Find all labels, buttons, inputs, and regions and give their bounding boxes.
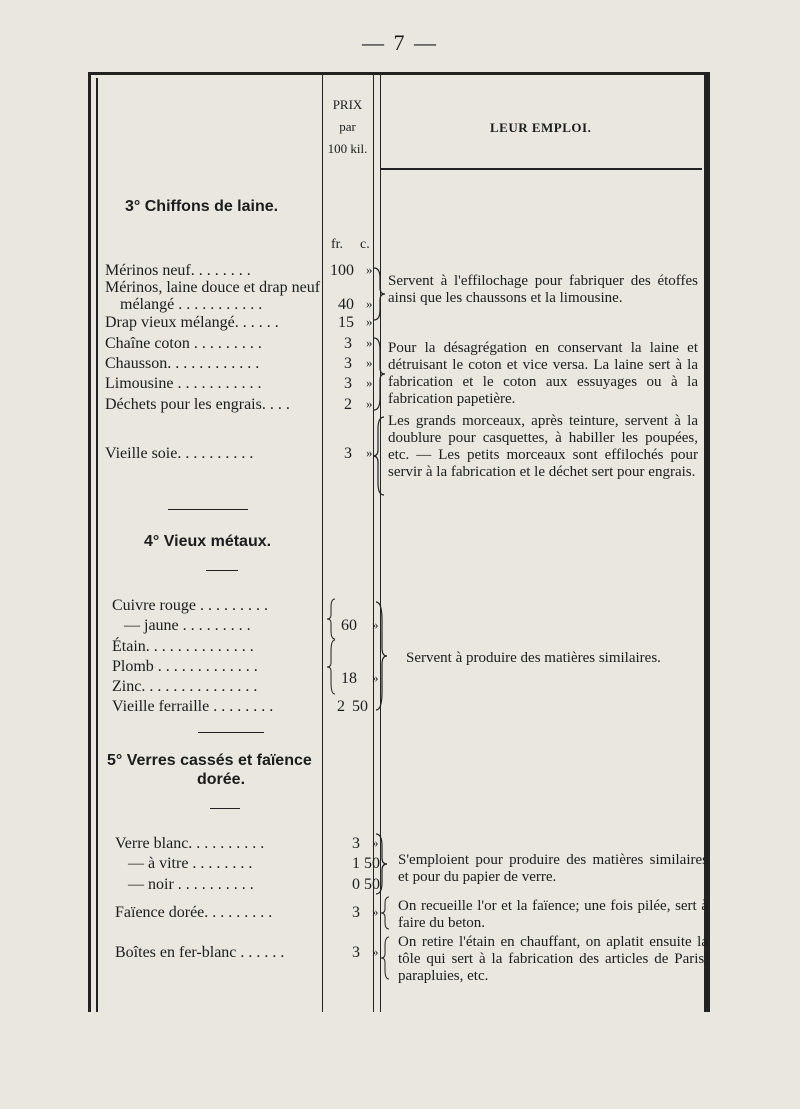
item-row: Mérinos neuf. . . . . . . .	[105, 262, 251, 279]
item-price: 18	[341, 670, 357, 687]
unit-fr: fr.	[331, 237, 344, 252]
price-column-left-divider	[322, 75, 323, 1012]
item-cents: »	[366, 355, 373, 370]
item-cents: »	[366, 375, 373, 390]
header-emploi: LEUR EMPLOI.	[490, 120, 592, 135]
item-row: Chaîne coton . . . . . . . . .	[105, 335, 262, 352]
item-row-cont: mélangé . . . . . . . . . . .	[120, 296, 263, 313]
brace-icon	[372, 415, 386, 497]
brace-icon	[374, 832, 388, 896]
section-title-metaux: 4° Vieux métaux.	[144, 533, 272, 550]
item-row: — à vitre . . . . . . . .	[128, 855, 253, 872]
header-prix-line: PRIX	[332, 97, 363, 112]
description: On recueille l'or et la faïence; une fois pilée, sert à faire du beton.	[398, 898, 708, 931]
item-row: Faïence dorée. . . . . . . . .	[115, 904, 273, 921]
item-row: Zinc. . . . . . . . . . . . . . .	[112, 678, 258, 695]
item-cents: »	[366, 262, 373, 277]
brace-icon	[326, 598, 336, 640]
item-row: Vieille soie. . . . . . . . . .	[105, 445, 254, 462]
item-row: — jaune . . . . . . . . .	[124, 617, 251, 634]
brace-icon	[372, 336, 386, 412]
table-inner-left-border	[96, 78, 98, 1012]
item-cents: »	[372, 944, 379, 959]
item-cents: »	[372, 904, 379, 919]
brace-icon	[374, 600, 388, 712]
item-price: 3	[344, 445, 352, 462]
item-cents: 50	[364, 876, 380, 893]
item-row: Mérinos, laine douce et drap neuf	[105, 279, 321, 296]
section-rule	[210, 808, 240, 809]
item-cents: »	[372, 670, 379, 685]
item-row: Drap vieux mélangé. . . . . .	[105, 314, 279, 331]
item-price: 0	[352, 876, 360, 893]
item-cents: 50	[364, 855, 380, 872]
section-title-verres-line2: dorée.	[197, 771, 246, 788]
brace-icon	[372, 266, 386, 322]
item-price: 40	[338, 296, 354, 313]
item-row: Boîtes en fer-blanc . . . . . .	[115, 944, 285, 961]
page-number: — 7 —	[362, 30, 438, 55]
item-cents: »	[366, 314, 373, 329]
description: On retire l'étain en chauffant, on aplatit ensuite la tôle qui sert à la fabrication des articles de Paris, parapluies, etc.	[398, 934, 708, 984]
item-cents: »	[372, 617, 379, 632]
description: Les grands morceaux, après teinture, servent à la doublure pour casquettes, à habiller les poupées, etc. — Les petits morceaux sont effilochés pour servir à la fabrication et le déchet sert pour engrais.	[388, 413, 698, 480]
unit-c: c.	[360, 237, 370, 252]
item-price: 3	[344, 355, 352, 372]
item-cents: »	[366, 296, 373, 311]
header-prix	[322, 94, 373, 160]
section-rule	[168, 509, 248, 510]
header-prix-line: 100 kil.	[327, 141, 368, 156]
item-row: Vieille ferraille . . . . . . . .	[112, 698, 274, 715]
item-cents: »	[366, 396, 373, 411]
item-row: Verre blanc. . . . . . . . . .	[115, 835, 265, 852]
item-price: 60	[341, 617, 357, 634]
header-prix-line: par	[339, 119, 356, 134]
item-price: 15	[338, 314, 354, 331]
item-cents: »	[366, 335, 373, 350]
item-price: 3	[344, 375, 352, 392]
item-price: 2	[337, 698, 345, 715]
section-rule	[206, 570, 238, 571]
description: Servent à l'effilochage pour fabriquer des étoffes ainsi que les chaussons et la limousine.	[388, 273, 698, 306]
description: Pour la désagrégation en conservant la laine et détruisant le coton et vice versa. La laine sert à la fabrication et le coton aux essuyages ou à la fabrication papetière.	[388, 340, 698, 407]
item-row: Étain. . . . . . . . . . . . . .	[112, 638, 254, 655]
item-price: 3	[344, 335, 352, 352]
brace-icon	[326, 639, 336, 695]
item-row: Déchets pour les engrais. . . .	[105, 396, 290, 413]
item-price: 2	[344, 396, 352, 413]
item-price: 100	[330, 262, 354, 279]
item-row: Chausson. . . . . . . . . . . .	[105, 355, 260, 372]
section-title-verres: 5° Verres cassés et faïence	[107, 752, 312, 769]
item-row: Limousine . . . . . . . . . . .	[105, 375, 262, 392]
description: S'emploient pour produire des matières similaires et pour du papier de verre.	[398, 852, 708, 885]
item-price: 1	[352, 855, 360, 872]
item-row: Plomb . . . . . . . . . . . . .	[112, 658, 258, 675]
item-cents: »	[366, 445, 373, 460]
brace-icon	[380, 896, 390, 930]
brace-icon	[380, 936, 390, 980]
item-row: Cuivre rouge . . . . . . . . .	[112, 597, 268, 614]
item-row: — noir . . . . . . . . . .	[128, 876, 254, 893]
item-price: 3	[352, 944, 360, 961]
section-title-chiffons: 3° Chiffons de laine.	[125, 198, 279, 215]
item-cents: »	[372, 835, 379, 850]
item-price: 3	[352, 835, 360, 852]
header-rule	[380, 168, 702, 170]
section-rule	[198, 732, 264, 733]
description: Servent à produire des matières similaires.	[406, 650, 661, 666]
item-cents: 50	[352, 698, 368, 715]
item-price: 3	[352, 904, 360, 921]
